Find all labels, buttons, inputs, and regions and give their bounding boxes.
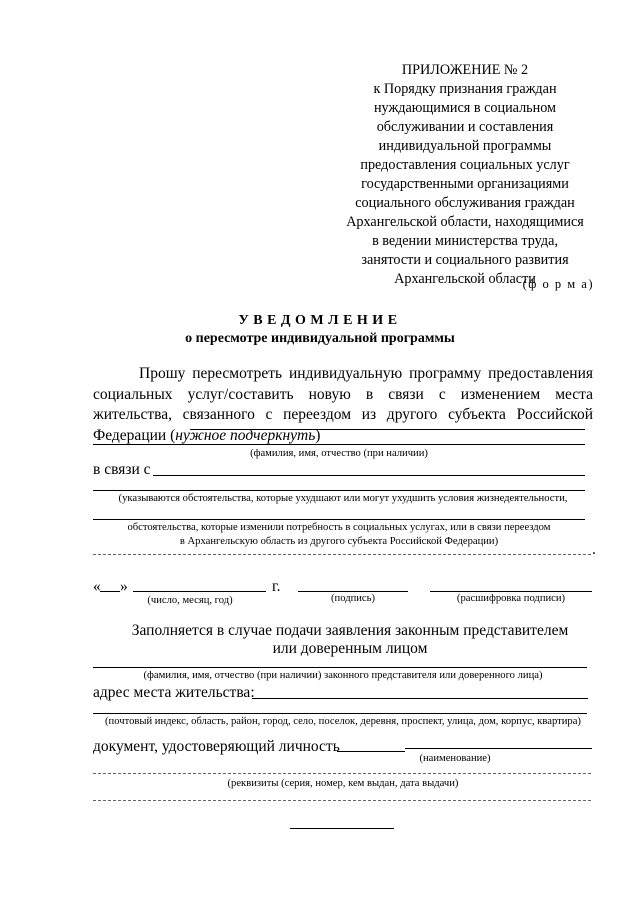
- appendix-line: к Порядку признания граждан: [373, 81, 557, 97]
- appendix-line: социального обслуживания граждан: [355, 195, 575, 211]
- intro-paragraph: [93, 364, 593, 446]
- appendix-line: государственными организациями: [361, 176, 569, 192]
- address-field[interactable]: [252, 698, 588, 699]
- in-connection-label: в связи с: [93, 461, 151, 478]
- identity-doc-label: документ, удостоверяющий личность: [93, 738, 340, 755]
- year-label: г.: [272, 578, 281, 595]
- fio-field-line-2[interactable]: [93, 444, 585, 445]
- appendix-header: [300, 61, 630, 289]
- circumstance-caption-2: обстоятельства, которые изменили потребность в социальных услугах, или в связи переездом: [127, 522, 551, 533]
- appendix-line: Архангельской области, находящимися: [346, 214, 584, 230]
- day-field[interactable]: [100, 591, 120, 592]
- fio-field-line[interactable]: [190, 429, 585, 430]
- doc-name-caption: (наименование): [419, 753, 491, 764]
- circumstance-caption-3: в Архангельскую область из другого субъекта Российской Федерации): [179, 536, 499, 547]
- date-caption: (число, месяц, год): [147, 595, 233, 606]
- signature-field[interactable]: [298, 591, 408, 592]
- decoding-caption: (расшифровка подписи): [456, 593, 566, 604]
- document-subtitle: о пересмотре индивидуальной программы: [185, 331, 455, 346]
- address-field-2[interactable]: [93, 713, 587, 714]
- circumstance-caption-1: (указываются обстоятельства, которые ухудшают или могут ухудшить условия жизнедеятельности,: [118, 493, 568, 504]
- signature-decoding-field[interactable]: [430, 591, 592, 592]
- representative-heading-1: Заполняется в случае подачи заявления законным представителем: [131, 622, 569, 639]
- address-caption: (почтовый индекс, область, район, город, село, поселок, деревня, проспект, улица, дом, корпус, квартира): [105, 716, 581, 727]
- identity-doc-field[interactable]: [337, 751, 405, 752]
- appendix-line: ПРИЛОЖЕНИЕ № 2: [401, 62, 529, 78]
- intro-italic: нужное подчеркнуть: [175, 426, 316, 444]
- circumstance-field-line-4[interactable]: [93, 554, 591, 555]
- month-field[interactable]: [133, 591, 266, 592]
- representative-fio-caption: (фамилия, имя, отчество (при наличии) законного представителя или доверенного лица): [143, 670, 543, 681]
- intro-text: Прошу пересмотреть индивидуальную программу предоставления социальных услуг/составить новую в связи с изменением места жительства, связанного с переездом из другого субъекта Российской Федерации (: [93, 365, 593, 444]
- appendix-line: индивидуальной программы: [378, 138, 552, 154]
- appendix-line: занятости и социального развития: [361, 252, 569, 268]
- appendix-line: Архангельской области: [394, 271, 536, 287]
- doc-details-caption: (реквизиты (серия, номер, кем выдан, дата выдачи): [227, 778, 459, 789]
- quote-open: «: [93, 578, 101, 595]
- doc-details-field-2[interactable]: [93, 800, 591, 801]
- period-mark: .: [592, 541, 596, 558]
- signature-caption: (подпись): [331, 593, 375, 604]
- appendix-line: нуждающимися в социальном: [373, 100, 557, 116]
- doc-details-field[interactable]: [93, 773, 591, 774]
- representative-fio-field[interactable]: [93, 667, 587, 668]
- appendix-line: обслуживании и составления: [376, 119, 554, 135]
- closing-rule: [290, 828, 394, 829]
- appendix-line: в ведении министерства труда,: [372, 233, 558, 249]
- identity-doc-field-2[interactable]: [405, 748, 592, 749]
- quote-close: »: [120, 578, 128, 595]
- fio-caption: (фамилия, имя, отчество (при наличии): [250, 448, 428, 459]
- circumstance-field-line[interactable]: [153, 475, 585, 476]
- intro-tail: ): [315, 426, 321, 444]
- circumstance-field-line-3[interactable]: [93, 519, 585, 520]
- representative-heading-2: или доверенным лицом: [272, 640, 428, 657]
- document-title: УВЕДОМЛЕНИЕ: [238, 313, 402, 328]
- circumstance-field-line-2[interactable]: [93, 490, 585, 491]
- form-label: (ф о р м а): [522, 277, 594, 291]
- address-label: адрес места жительства:: [93, 684, 255, 701]
- appendix-line: предоставления социальных услуг: [360, 157, 570, 173]
